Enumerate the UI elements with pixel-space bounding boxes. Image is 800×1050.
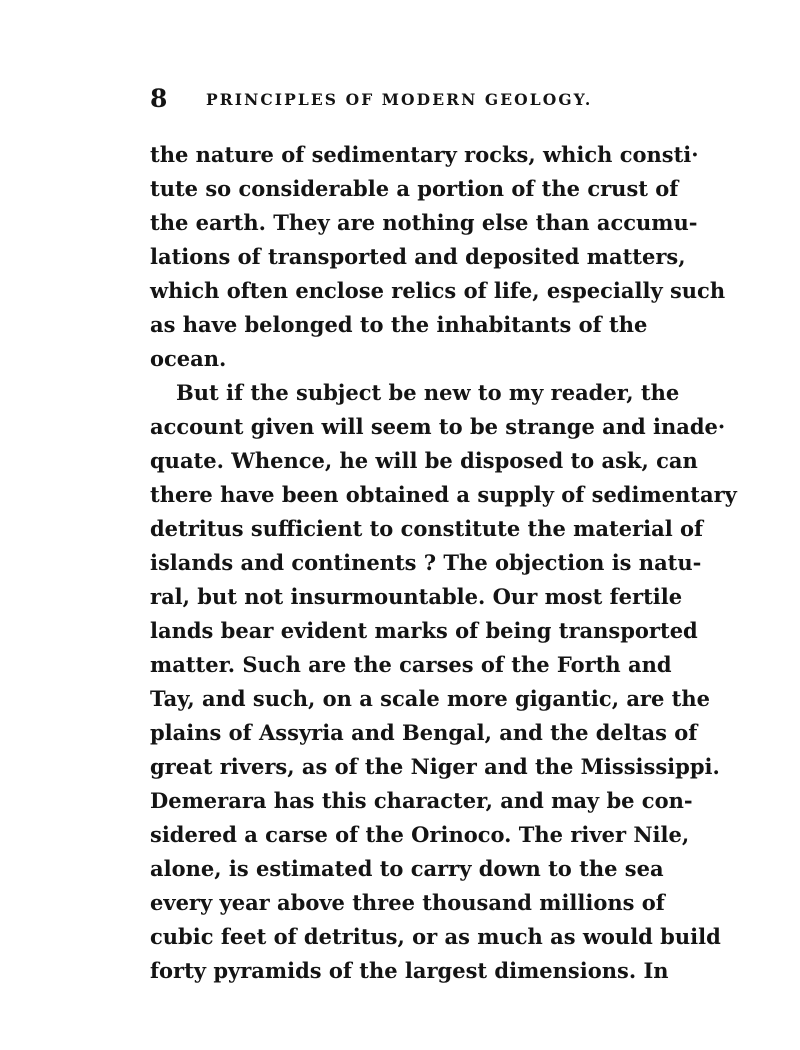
- text-line: account given will seem to be strange and inade·: [150, 414, 726, 439]
- text-line: islands and continents ? The objection is natu-: [150, 550, 702, 575]
- running-head: [150, 82, 630, 116]
- text-line: ral, but not insurmountable. Our most fertile: [150, 584, 683, 609]
- text-line: But if the subject be new to my reader, the: [176, 380, 680, 405]
- text-line: there have been obtained a supply of sedimentary: [150, 482, 737, 507]
- text-line: detritus sufficient to constitute the material of: [150, 516, 704, 541]
- text-line: great rivers, as of the Niger and the Mississippi.: [150, 754, 720, 779]
- text-line: lands bear evident marks of being transported: [150, 618, 698, 643]
- running-title: PRINCIPLES OF MODERN GEOLOGY.: [206, 90, 593, 109]
- text-line: every year above three thousand millions of: [150, 890, 665, 915]
- text-line: Tay, and such, on a scale more gigantic, are the: [150, 686, 710, 711]
- text-line: the nature of sedimentary rocks, which consti·: [150, 142, 699, 167]
- text-line: tute so considerable a portion of the crust of: [150, 176, 679, 201]
- text-line: quate. Whence, he will be disposed to ask, can: [150, 448, 698, 473]
- text-line: matter. Such are the carses of the Forth and: [150, 652, 672, 677]
- text-line: plains of Assyria and Bengal, and the deltas of: [150, 720, 698, 745]
- text-line: which often enclose relics of life, especially such: [150, 278, 726, 303]
- text-line: sidered a carse of the Orinoco. The river Nile,: [150, 822, 690, 847]
- text-line: alone, is estimated to carry down to the sea: [150, 856, 664, 881]
- text-line: forty pyramids of the largest dimensions. In: [150, 958, 669, 983]
- text-line: as have belonged to the inhabitants of the: [150, 312, 648, 337]
- body-text: [150, 138, 737, 988]
- text-line: lations of transported and deposited matters,: [150, 244, 686, 269]
- text-line: ocean.: [150, 346, 227, 371]
- page-number: 8: [150, 84, 168, 113]
- text-line: cubic feet of detritus, or as much as would build: [150, 924, 721, 949]
- text-line: the earth. They are nothing else than accumu-: [150, 210, 698, 235]
- text-line: Demerara has this character, and may be con-: [150, 788, 693, 813]
